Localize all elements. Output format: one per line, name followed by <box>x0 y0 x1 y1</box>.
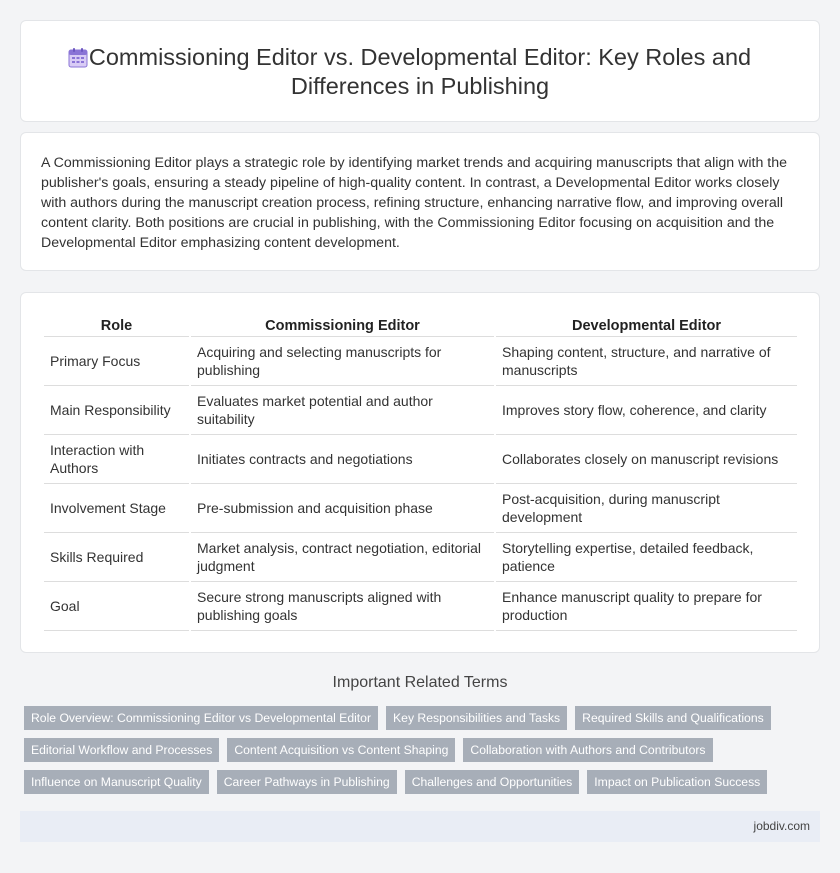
developmental-cell: Storytelling expertise, detailed feedback, patience <box>496 533 797 582</box>
related-term-tag[interactable]: Required Skills and Qualifications <box>575 706 771 730</box>
header-role: Role <box>44 315 189 337</box>
related-terms-list <box>24 706 804 802</box>
comparison-card <box>20 292 820 653</box>
table-row <box>44 582 797 631</box>
commissioning-cell: Pre-submission and acquisition phase <box>191 484 494 533</box>
page-title: Commissioning Editor vs. Developmental Editor: Key Roles and Differences in Publishing <box>88 44 752 99</box>
comparison-table <box>42 315 799 631</box>
header-developmental-editor: Developmental Editor <box>496 315 797 337</box>
intro-card <box>20 132 820 271</box>
related-terms-heading: Important Related Terms <box>332 674 508 691</box>
row-label: Goal <box>44 582 189 631</box>
related-term-tag[interactable]: Impact on Publication Success <box>587 770 767 794</box>
row-label: Main Responsibility <box>44 386 189 435</box>
table-row <box>44 435 797 484</box>
related-term-tag[interactable]: Collaboration with Authors and Contributors <box>463 738 712 762</box>
related-term-tag[interactable]: Role Overview: Commissioning Editor vs Developmental Editor <box>24 706 378 730</box>
commissioning-cell: Secure strong manuscripts aligned with publishing goals <box>191 582 494 631</box>
developmental-cell: Enhance manuscript quality to prepare for production <box>496 582 797 631</box>
footer-site-link[interactable]: jobdiv.com <box>753 819 810 833</box>
related-term-tag[interactable]: Influence on Manuscript Quality <box>24 770 209 794</box>
intro-paragraph: A Commissioning Editor plays a strategic role by identifying market trends and acquiring manuscripts that align with the publisher's goals, ensuring a steady pipeline of high-quality content. In contrast, a Developmental Editor works closely with authors during the manuscript creation process, refining structure, enhancing narrative flow, and improving overall content clarity. Both positions are crucial in publishing, with the Commissioning Editor focusing on acquisition and the Developmental Editor emphasizing content development. <box>41 155 787 251</box>
commissioning-cell: Initiates contracts and negotiations <box>191 435 494 484</box>
developmental-cell: Post-acquisition, during manuscript development <box>496 484 797 533</box>
related-term-tag[interactable]: Career Pathways in Publishing <box>217 770 397 794</box>
row-label: Interaction with Authors <box>44 435 189 484</box>
commissioning-cell: Evaluates market potential and author suitability <box>191 386 494 435</box>
developmental-cell: Shaping content, structure, and narrative of manuscripts <box>496 337 797 386</box>
table-row <box>44 484 797 533</box>
related-term-tag[interactable]: Key Responsibilities and Tasks <box>386 706 567 730</box>
table-header-row <box>44 315 797 337</box>
table-row <box>44 533 797 582</box>
footer <box>20 811 820 842</box>
developmental-cell: Improves story flow, coherence, and clarity <box>496 386 797 435</box>
table-row <box>44 386 797 435</box>
related-term-tag[interactable]: Editorial Workflow and Processes <box>24 738 219 762</box>
developmental-cell: Collaborates closely on manuscript revisions <box>496 435 797 484</box>
related-term-tag[interactable]: Challenges and Opportunities <box>405 770 580 794</box>
commissioning-cell: Market analysis, contract negotiation, editorial judgment <box>191 533 494 582</box>
row-label: Skills Required <box>44 533 189 582</box>
row-label: Involvement Stage <box>44 484 189 533</box>
title-card <box>20 20 820 122</box>
related-term-tag[interactable]: Content Acquisition vs Content Shaping <box>227 738 455 762</box>
commissioning-cell: Acquiring and selecting manuscripts for publishing <box>191 337 494 386</box>
row-label: Primary Focus <box>44 337 189 386</box>
table-row <box>44 337 797 386</box>
header-commissioning-editor: Commissioning Editor <box>191 315 494 337</box>
